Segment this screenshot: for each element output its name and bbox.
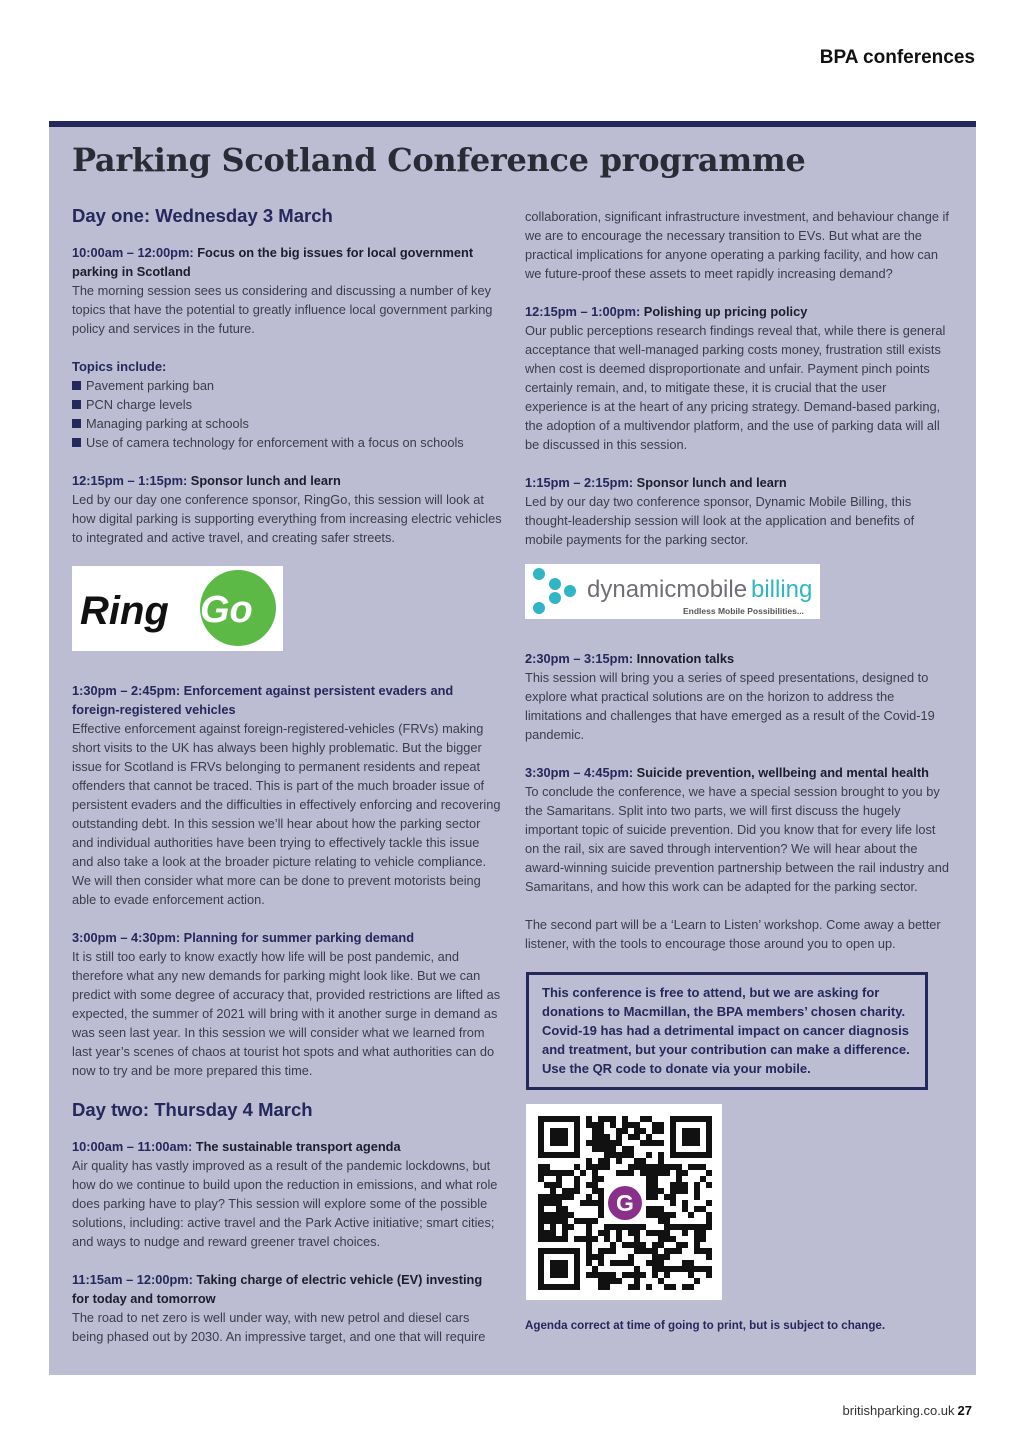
session-body: collaboration, significant infrastructure investment, and behaviour change if we are to encourage the necessary transition to EVs. But what are the practical implications for anyone operating a parking facility, and how can we future-proof these assets to meet rapidly increasing demand? <box>525 209 949 281</box>
session-title: Planning for summer parking demand <box>183 930 415 945</box>
session-block <box>525 649 950 744</box>
session-block <box>72 1137 502 1251</box>
list-item: Use of camera technology for enforcement with a focus on schools <box>72 433 502 452</box>
session-time: 11:15am – 12:00pm: <box>72 1272 193 1287</box>
section-label: BPA conferences <box>819 47 975 68</box>
day-one-heading: Day one: Wednesday 3 March <box>72 205 333 226</box>
session-title: Enforcement against persistent evaders and foreign-registered vehicles <box>72 683 454 717</box>
session-title: The sustainable transport agenda <box>195 1139 401 1154</box>
svg-text:billing: billing <box>751 576 813 603</box>
session-block <box>72 1270 502 1346</box>
session-block <box>72 243 502 338</box>
agenda-note: Agenda correct at time of going to print, but is subject to change. <box>525 1319 886 1332</box>
page-footer <box>843 1403 972 1418</box>
session-body: Effective enforcement against foreign-registered-vehicles (FRVs) making short visits to the UK has always been highly problematic. But the bigger issue for Scotland is FRVs belonging to permanent residents and repeat offenders that cannot be traced. This is part of the much broader issue of persistent evaders and the difficulties in effectively enforcing and recovering outstanding debt. In this session we’ll hear about how the parking sector and individual authorities have been trying to effectively tackle this issue and also take a look at the broader picture relating to vehicle compliance. We will then consider what more can be done to prevent motorists being able to evade enforcement action. <box>72 721 501 907</box>
session-time: 12:15pm – 1:00pm: <box>525 304 641 319</box>
dots-icon <box>533 568 576 614</box>
session-time: 2:30pm – 3:15pm: <box>525 651 634 666</box>
square-bullet-icon <box>72 438 81 447</box>
session-title: Taking charge of electric vehicle (EV) investing for today and tomorrow <box>72 1272 483 1306</box>
svg-text:Endless Mobile Possibilities..: Endless Mobile Possibilities... <box>683 606 804 616</box>
qr-center-letter: G <box>616 1190 634 1216</box>
topics-label: Topics include: <box>72 359 167 374</box>
session-body: Led by our day two conference sponsor, Dynamic Mobile Billing, this thought-leadership session will look at the application and benefits of mobile payments for the parking sector. <box>525 494 915 547</box>
svg-text:dynamicmobile: dynamicmobile <box>587 576 748 603</box>
session-title: Sponsor lunch and learn <box>636 475 787 490</box>
session-block-continued <box>525 207 950 283</box>
session-time: 3:30pm – 4:45pm: <box>525 765 634 780</box>
session-block <box>72 471 502 547</box>
page-title: Parking Scotland Conference programme <box>72 141 806 179</box>
topics-list <box>72 376 502 452</box>
session-body: To conclude the conference, we have a special session brought to you by the Samaritans. Split into two parts, we will first discuss the hugely important topic of suicide prevention. Did you know that for every life lost on the rail, six are saved through intervention? We will hear about the award-winning suicide prevention partnership between the rail industry and Samaritans, and how this work can be adapted for the parking sector. <box>525 784 949 894</box>
dynamic-mobile-billing-logo <box>525 564 820 619</box>
session-block <box>72 681 502 909</box>
session-body: The second part will be a ‘Learn to Listen’ workshop. Come away a better listener, with the tools to encourage those around you to open up. <box>525 917 941 951</box>
footer-site: britishparking.co.uk <box>842 1403 955 1418</box>
ringgo-logo <box>72 566 283 651</box>
svg-text:Ring: Ring <box>80 589 169 633</box>
session-body: Air quality has vastly improved as a result of the pandemic lockdowns, but how do we continue to build upon the reduction in emissions, and what role does parking have to play? This session will explore some of the possible solutions, including: active travel and the Park Active initiative; smart cities; and ways to nudge and reward greener travel choices. <box>72 1158 498 1249</box>
session-block <box>525 473 950 549</box>
square-bullet-icon <box>72 381 81 390</box>
session-time: 3:00pm – 4:30pm: <box>72 930 181 945</box>
session-body: It is still too early to know exactly how life will be post pandemic, and therefore what any new demands for parking might look like. But we can predict with some degree of accuracy that, provided restrictions are lifted as expected, the summer of 2021 will bring with it another surge in demand as was seen last year. In this session we will consider what we learned from last year’s scenes of chaos at tourist hot spots and what authorities can do now to try and be more prepared this time. <box>72 949 501 1078</box>
donation-callout: This conference is free to attend, but we are asking for donations to Macmillan, the BPA members’ chosen charity. Covid-19 has had a detrimental impact on cancer diagnosis and treatment, but your contribution can make a difference. Use the QR code to donate via your mobile. <box>526 972 928 1090</box>
list-item: Managing parking at schools <box>72 414 502 433</box>
session-block <box>525 763 950 896</box>
session-body: Led by our day one conference sponsor, RingGo, this session will look at how digital parking is supporting everything from increasing electric vehicles to integrated and active travel, and creating safer streets. <box>72 492 502 545</box>
session-block <box>72 928 502 1080</box>
programme-panel <box>49 121 976 1375</box>
session-body: The morning session sees us considering and discussing a number of key topics that have the potential to greatly influence local government parking policy and services in the future. <box>72 283 493 336</box>
session-time: 10:00am – 11:00am: <box>72 1139 193 1154</box>
session-time: 1:15pm – 2:15pm: <box>525 475 634 490</box>
donation-qr-code[interactable] <box>526 1104 722 1300</box>
session-block-continued <box>525 915 950 953</box>
square-bullet-icon <box>72 419 81 428</box>
svg-text:Go: Go <box>200 589 253 631</box>
session-body: The road to net zero is well under way, with new petrol and diesel cars being phased out by 2030. An impressive target, and one that will require <box>72 1310 486 1344</box>
right-column <box>525 207 950 1334</box>
session-time: 12:15pm – 1:15pm: <box>72 473 188 488</box>
left-column <box>72 205 502 1365</box>
session-title: Polishing up pricing policy <box>643 304 808 319</box>
square-bullet-icon <box>72 400 81 409</box>
session-title: Sponsor lunch and learn <box>190 473 341 488</box>
session-title: Innovation talks <box>636 651 735 666</box>
day-two-heading: Day two: Thursday 4 March <box>72 1099 313 1120</box>
session-time: 1:30pm – 2:45pm: <box>72 683 181 698</box>
session-time: 10:00am – 12:00pm: <box>72 245 194 260</box>
session-title: Suicide prevention, wellbeing and mental health <box>636 765 929 780</box>
list-item: PCN charge levels <box>72 395 502 414</box>
session-body: This session will bring you a series of speed presentations, designed to explore what practical solutions are on the horizon to address the limitations and challenges that have emerged as a result of the Covid-19 pandemic. <box>525 670 935 742</box>
page-number: 27 <box>957 1403 972 1418</box>
list-item: Pavement parking ban <box>72 376 502 395</box>
session-body: Our public perceptions research findings reveal that, while there is general acceptance that well-managed parking costs money, frustration still exists when cost is deemed disproportionate and unfair. Payment pinch points certainly remain, and, to mitigate these, it is crucial that the user experience is at the heart of any pricing strategy. Demand-based parking, the adoption of a multivendor platform, and the use of parking data will all be discussed in this session. <box>525 323 946 452</box>
session-block <box>525 302 950 454</box>
session-title: Focus on the big issues for local government parking in Scotland <box>72 245 474 279</box>
